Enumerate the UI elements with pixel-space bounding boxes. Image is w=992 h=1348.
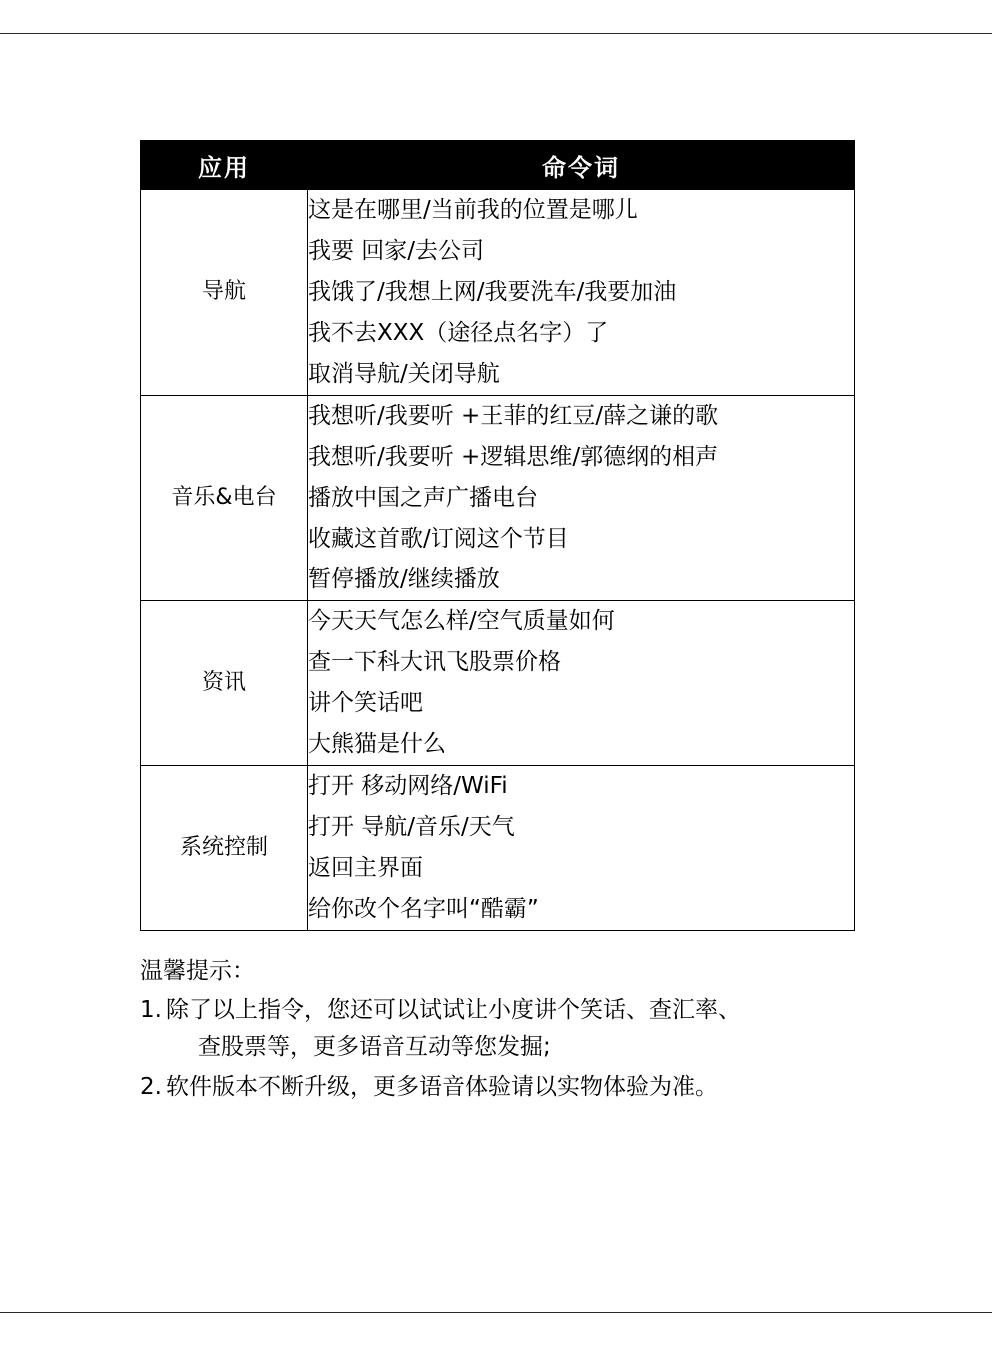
app-name-system-control: 系统控制 xyxy=(141,766,308,931)
table-body xyxy=(141,190,855,931)
voice-command-table xyxy=(140,140,855,931)
table-header-row xyxy=(141,141,855,190)
note-text-continuation: 查股票等，更多语音互动等您发掘; xyxy=(198,1034,551,1061)
command-line: 打开 移动网络/WiFi xyxy=(308,773,508,800)
note-text-line: 除了以上指令，您还可以试试让小度讲个笑话、查汇率、 xyxy=(166,997,741,1024)
command-line: 我想听/我要听 +逻辑思维/郭德纲的相声 xyxy=(308,443,719,470)
table-row xyxy=(141,601,855,766)
command-line: 播放中国之声广播电台 xyxy=(308,484,538,511)
page-bottom-rule xyxy=(0,1312,992,1313)
note-number: 1. xyxy=(140,997,162,1024)
command-list-music-radio xyxy=(308,395,855,601)
command-line: 取消导航/关闭导航 xyxy=(308,360,500,387)
table-row xyxy=(141,766,855,931)
table-row xyxy=(141,190,855,396)
notes-title: 温馨提示： xyxy=(140,957,255,984)
column-header-command: 命令词 xyxy=(308,141,855,190)
app-name-information: 资讯 xyxy=(141,601,308,766)
command-line: 给你改个名字叫“酷霸” xyxy=(308,895,539,922)
command-line: 讲个笑话吧 xyxy=(308,690,423,717)
command-line: 查一下科大讯飞股票价格 xyxy=(308,649,561,676)
app-name-music-radio: 音乐&电台 xyxy=(141,395,308,601)
command-line: 我要 回家/去公司 xyxy=(308,237,485,264)
note-text xyxy=(166,1069,852,1106)
app-name-navigation: 导航 xyxy=(141,190,308,396)
notes-section xyxy=(140,953,852,1106)
command-line: 返回主界面 xyxy=(308,855,423,881)
page-content xyxy=(140,140,852,1106)
page-top-rule xyxy=(0,33,992,34)
note-number: 2. xyxy=(140,1073,162,1100)
command-line: 大熊猫是什么 xyxy=(308,731,446,758)
note-text-line: 软件版本不断升级，更多语音体验请以实物体验为准。 xyxy=(166,1073,718,1100)
command-line: 收藏这首歌/订阅这个节目 xyxy=(308,525,569,552)
command-line: 暂停播放/继续播放 xyxy=(308,566,500,593)
command-line: 我不去XXX（途径点名字）了 xyxy=(308,319,609,346)
command-line: 打开 导航/音乐/天气 xyxy=(308,814,515,841)
command-line: 我饿了/我想上网/我要洗车/我要加油 xyxy=(308,278,677,305)
command-list-system-control xyxy=(308,766,855,931)
command-list-navigation xyxy=(308,190,855,396)
table-row xyxy=(141,395,855,601)
column-header-app: 应用 xyxy=(141,141,308,190)
table-header xyxy=(141,141,855,190)
command-list-information xyxy=(308,601,855,766)
note-item xyxy=(140,992,852,1067)
note-item xyxy=(140,1069,852,1106)
command-line: 今天天气怎么样/空气质量如何 xyxy=(308,608,615,635)
command-line: 这是在哪里/当前我的位置是哪儿 xyxy=(308,197,638,223)
command-line: 我想听/我要听 +王菲的红豆/薛之谦的歌 xyxy=(308,402,719,429)
note-text xyxy=(166,992,852,1067)
